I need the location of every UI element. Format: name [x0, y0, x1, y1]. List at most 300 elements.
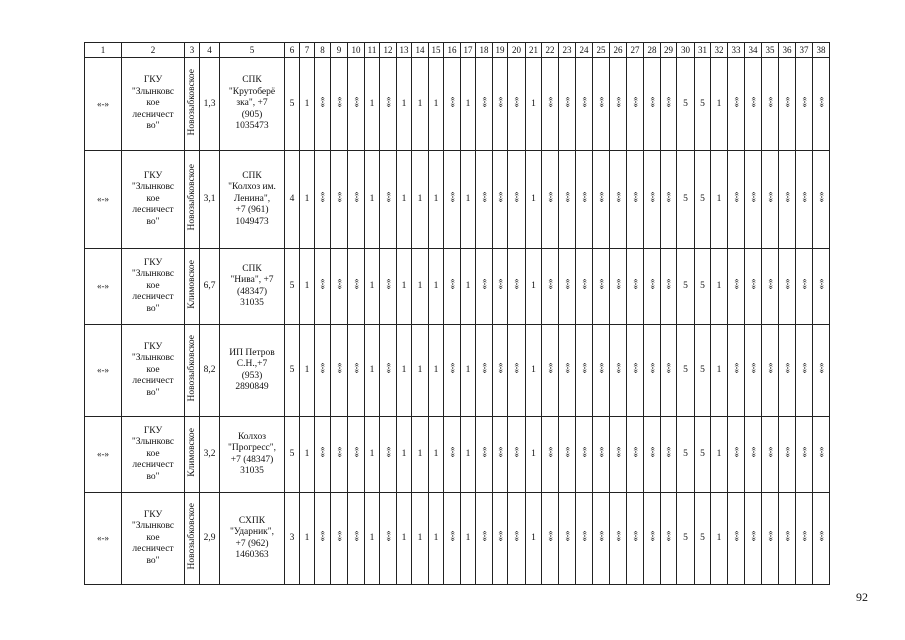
- cell-tenant: [220, 58, 285, 151]
- text-line: СХПК: [238, 515, 266, 526]
- cell-col-31: 5: [695, 249, 711, 325]
- column-header-29: 29: [661, 43, 677, 58]
- cell-col-32: 1: [711, 325, 728, 417]
- dash-mark: «-»: [815, 96, 826, 108]
- dash-mark: «-»: [798, 192, 809, 203]
- cell-col-22: [542, 493, 559, 585]
- cell-col-13: 1: [397, 249, 412, 325]
- cell-col-16: [444, 493, 461, 585]
- column-header-16: 16: [444, 43, 461, 58]
- cell-col-18: [476, 58, 493, 151]
- cell-col-1: «-»: [85, 249, 122, 325]
- cell-col-25: [593, 249, 610, 325]
- text-line: во": [146, 121, 160, 132]
- cell-col-7: 1: [300, 151, 315, 249]
- cell-col-26: [610, 325, 627, 417]
- column-header-28: 28: [644, 43, 661, 58]
- column-header-12: 12: [380, 43, 397, 58]
- dash-mark: «-»: [350, 279, 361, 290]
- text-line: 31035: [240, 465, 264, 476]
- cell-col-30: 5: [677, 249, 695, 325]
- text-line: 2890849: [235, 381, 269, 392]
- cell-col-20: [508, 325, 526, 417]
- cell-col-36: [779, 249, 796, 325]
- cell-col-35: [762, 58, 779, 151]
- cell-district: [185, 249, 200, 325]
- cell-col-33: [728, 58, 745, 151]
- cell-col-6: 5: [285, 249, 300, 325]
- cell-col-30: 5: [677, 417, 695, 493]
- dash-mark: «-»: [382, 531, 393, 542]
- cell-col-28: [644, 325, 661, 417]
- cell-col-13: 1: [397, 151, 412, 249]
- cell-col-23: [559, 493, 576, 585]
- cell-col-13: 1: [397, 417, 412, 493]
- cell-col-26: [610, 151, 627, 249]
- cell-tenant: [220, 249, 285, 325]
- cell-col-16: [444, 417, 461, 493]
- cell-col-13: 1: [397, 58, 412, 151]
- dash-mark: «-»: [629, 192, 640, 203]
- dash-mark: «-»: [595, 447, 606, 458]
- cell-organization: [122, 151, 185, 249]
- cell-col-31: 5: [695, 151, 711, 249]
- dash-mark: «-»: [798, 279, 809, 290]
- cell-col-7: 1: [300, 493, 315, 585]
- cell-col-9: [331, 417, 348, 493]
- cell-col-37: [796, 325, 813, 417]
- cell-col-21: 1: [526, 58, 542, 151]
- cell-col-15: 1: [429, 325, 444, 417]
- dash-mark: «-»: [494, 96, 505, 108]
- dash-mark: «-»: [350, 96, 361, 108]
- cell-col-17: 1: [461, 325, 476, 417]
- cell-col-30: 5: [677, 151, 695, 249]
- cell-col-21: 1: [526, 417, 542, 493]
- text-line: ГКУ: [143, 75, 163, 86]
- column-header-23: 23: [559, 43, 576, 58]
- cell-col-6: 5: [285, 325, 300, 417]
- cell-col-9: [331, 249, 348, 325]
- dash-mark: «-»: [544, 279, 555, 290]
- dash-mark: «-»: [317, 531, 327, 542]
- column-header-26: 26: [610, 43, 627, 58]
- cell-col-9: [331, 493, 348, 585]
- cell-col-11: 1: [365, 325, 380, 417]
- cell-col-18: [476, 249, 493, 325]
- text-line: "Злынковс: [131, 86, 175, 97]
- text-line: 1460363: [235, 549, 269, 560]
- cell-col-28: [644, 249, 661, 325]
- text-line: 1035473: [235, 121, 269, 132]
- dash-mark: «-»: [747, 96, 758, 108]
- cell-col-20: [508, 249, 526, 325]
- cell-col-34: [745, 493, 762, 585]
- cell-col-33: [728, 325, 745, 417]
- cell-area: 1,3: [200, 58, 220, 151]
- cell-district: [185, 417, 200, 493]
- dash-mark: «-»: [561, 363, 572, 374]
- text-line: кое: [146, 364, 160, 375]
- cell-col-1: «-»: [85, 151, 122, 249]
- cell-col-13: 1: [397, 493, 412, 585]
- column-header-24: 24: [576, 43, 593, 58]
- dash-mark: «-»: [663, 531, 673, 542]
- column-header-27: 27: [627, 43, 644, 58]
- dash-mark: «-»: [446, 279, 457, 290]
- cell-col-29: [661, 58, 677, 151]
- cell-col-25: [593, 325, 610, 417]
- cell-col-7: 1: [300, 249, 315, 325]
- cell-col-38: [813, 151, 830, 249]
- cell-col-28: [644, 417, 661, 493]
- cell-organization: [122, 493, 185, 585]
- cell-col-31: 5: [695, 493, 711, 585]
- dash-mark: «-»: [595, 96, 606, 108]
- dash-mark: «-»: [382, 447, 393, 458]
- cell-col-6: 5: [285, 417, 300, 493]
- cell-col-38: [813, 58, 830, 151]
- data-table: [84, 42, 830, 585]
- cell-col-23: [559, 249, 576, 325]
- dash-mark: «-»: [478, 279, 489, 290]
- column-header-9: 9: [331, 43, 348, 58]
- cell-col-36: [779, 151, 796, 249]
- cell-col-14: 1: [412, 325, 429, 417]
- text-line: кое: [146, 193, 160, 204]
- text-line: ГКУ: [143, 257, 163, 268]
- cell-col-36: [779, 58, 796, 151]
- table-row: [85, 417, 830, 493]
- text-line: во": [146, 471, 160, 482]
- cell-col-37: [796, 58, 813, 151]
- dash-mark: «-»: [629, 363, 640, 374]
- cell-col-12: [380, 58, 397, 151]
- column-header-15: 15: [429, 43, 444, 58]
- dash-mark: «-»: [764, 363, 775, 374]
- district-label: Климовское: [186, 260, 197, 309]
- cell-area: 3,2: [200, 417, 220, 493]
- cell-col-16: [444, 325, 461, 417]
- column-header-37: 37: [796, 43, 813, 58]
- dash-mark: «-»: [747, 279, 758, 290]
- dash-mark: «-»: [561, 192, 572, 203]
- dash-mark: «-»: [747, 447, 758, 458]
- cell-col-19: [493, 58, 508, 151]
- cell-col-17: 1: [461, 417, 476, 493]
- dash-mark: «-»: [764, 192, 775, 203]
- cell-col-33: [728, 417, 745, 493]
- column-header-13: 13: [397, 43, 412, 58]
- column-header-11: 11: [365, 43, 380, 58]
- cell-col-38: [813, 417, 830, 493]
- cell-col-21: 1: [526, 325, 542, 417]
- cell-col-25: [593, 58, 610, 151]
- dash-mark: «-»: [663, 447, 673, 458]
- dash-mark: «-»: [747, 192, 758, 203]
- text-line: С.Н.,+7: [236, 359, 268, 370]
- dash-mark: «-»: [350, 192, 361, 203]
- cell-col-18: [476, 417, 493, 493]
- cell-col-14: 1: [412, 493, 429, 585]
- cell-col-23: [559, 417, 576, 493]
- cell-col-37: [796, 151, 813, 249]
- cell-col-31: 5: [695, 417, 711, 493]
- column-header-21: 21: [526, 43, 542, 58]
- cell-col-23: [559, 58, 576, 151]
- cell-col-12: [380, 417, 397, 493]
- cell-col-7: 1: [300, 58, 315, 151]
- column-header-25: 25: [593, 43, 610, 58]
- text-line: ГКУ: [143, 341, 163, 352]
- text-line: ИП Петров: [229, 347, 275, 358]
- dash-mark: «-»: [333, 531, 344, 542]
- cell-organization: [122, 58, 185, 151]
- dash-mark: «-»: [511, 363, 521, 374]
- text-line: "Ударник",: [229, 527, 275, 538]
- cell-col-17: 1: [461, 493, 476, 585]
- cell-col-32: 1: [711, 493, 728, 585]
- cell-col-34: [745, 58, 762, 151]
- cell-col-29: [661, 249, 677, 325]
- text-line: зка", +7: [236, 98, 268, 109]
- table-row: [85, 151, 830, 249]
- cell-col-19: [493, 325, 508, 417]
- column-header-38: 38: [813, 43, 830, 58]
- cell-col-20: [508, 151, 526, 249]
- text-line: СПК: [242, 170, 262, 181]
- cell-col-10: [348, 151, 365, 249]
- cell-area: 3,1: [200, 151, 220, 249]
- dash-mark: «-»: [781, 192, 792, 203]
- dash-mark: «-»: [317, 447, 327, 458]
- cell-col-9: [331, 151, 348, 249]
- dash-mark: «-»: [561, 531, 572, 542]
- column-number-row: [85, 43, 830, 58]
- text-line: +7 (48347): [230, 454, 274, 465]
- dash-mark: «-»: [511, 531, 521, 542]
- dash-mark: «-»: [815, 447, 826, 458]
- text-line: ГКУ: [143, 509, 163, 520]
- cell-organization: [122, 417, 185, 493]
- dash-mark: «-»: [333, 363, 344, 374]
- dash-mark: «-»: [815, 279, 826, 290]
- text-line: лесничест: [132, 460, 174, 471]
- text-line: "Злынковс: [131, 182, 175, 193]
- dash-mark: «-»: [544, 192, 555, 203]
- dash-mark: «-»: [815, 531, 826, 542]
- cell-col-24: [576, 493, 593, 585]
- text-line: "Нива", +7: [230, 275, 274, 286]
- dash-mark: «-»: [317, 363, 327, 374]
- dash-mark: «-»: [350, 363, 361, 374]
- cell-col-34: [745, 151, 762, 249]
- cell-col-11: 1: [365, 417, 380, 493]
- cell-col-29: [661, 151, 677, 249]
- cell-col-6: 5: [285, 58, 300, 151]
- cell-col-1: «-»: [85, 325, 122, 417]
- text-line: Колхоз: [237, 431, 267, 442]
- cell-col-18: [476, 151, 493, 249]
- cell-col-11: 1: [365, 249, 380, 325]
- cell-col-14: 1: [412, 417, 429, 493]
- dash-mark: «-»: [511, 447, 521, 458]
- dash-mark: «-»: [595, 279, 606, 290]
- dash-mark: «-»: [382, 192, 393, 203]
- column-header-35: 35: [762, 43, 779, 58]
- column-header-32: 32: [711, 43, 728, 58]
- cell-col-32: 1: [711, 58, 728, 151]
- cell-col-28: [644, 493, 661, 585]
- dash-mark: «-»: [446, 363, 457, 374]
- dash-mark: «-»: [730, 96, 741, 108]
- cell-col-29: [661, 493, 677, 585]
- cell-col-30: 5: [677, 58, 695, 151]
- cell-col-27: [627, 249, 644, 325]
- text-line: "Злынковс: [131, 353, 175, 364]
- table-row: [85, 493, 830, 585]
- column-header-7: 7: [300, 43, 315, 58]
- cell-col-9: [331, 58, 348, 151]
- text-line: лесничест: [132, 544, 174, 555]
- text-line: во": [146, 387, 160, 398]
- dash-mark: «-»: [544, 531, 555, 542]
- cell-organization: [122, 249, 185, 325]
- dash-mark: «-»: [612, 363, 623, 374]
- page-number: 92: [856, 590, 868, 604]
- cell-col-24: [576, 325, 593, 417]
- text-line: кое: [146, 448, 160, 459]
- dash-mark: «-»: [544, 363, 555, 374]
- dash-mark: «-»: [494, 531, 505, 542]
- dash-mark: «-»: [612, 531, 623, 542]
- dash-mark: «-»: [333, 447, 344, 458]
- text-line: "Прогресс",: [227, 443, 277, 454]
- dash-mark: «-»: [798, 363, 809, 374]
- cell-col-28: [644, 58, 661, 151]
- cell-col-6: 4: [285, 151, 300, 249]
- dash-mark: «-»: [494, 447, 505, 458]
- dash-mark: «-»: [511, 96, 521, 108]
- text-line: лесничест: [132, 292, 174, 303]
- cell-area: 8,2: [200, 325, 220, 417]
- cell-col-15: 1: [429, 249, 444, 325]
- cell-col-18: [476, 325, 493, 417]
- cell-col-28: [644, 151, 661, 249]
- cell-col-33: [728, 249, 745, 325]
- dash-mark: «-»: [494, 363, 505, 374]
- cell-col-30: 5: [677, 493, 695, 585]
- dash-mark: «-»: [578, 192, 589, 203]
- cell-col-26: [610, 58, 627, 151]
- dash-mark: «-»: [478, 447, 489, 458]
- cell-col-14: 1: [412, 249, 429, 325]
- cell-col-29: [661, 417, 677, 493]
- cell-col-24: [576, 249, 593, 325]
- dash-mark: «-»: [350, 447, 361, 458]
- dash-mark: «-»: [511, 279, 521, 290]
- cell-col-27: [627, 493, 644, 585]
- column-header-31: 31: [695, 43, 711, 58]
- dash-mark: «-»: [350, 531, 361, 542]
- column-header-17: 17: [461, 43, 476, 58]
- cell-col-21: 1: [526, 151, 542, 249]
- text-line: ГКУ: [143, 425, 163, 436]
- cell-col-12: [380, 249, 397, 325]
- dash-mark: «-»: [612, 192, 623, 203]
- cell-col-9: [331, 325, 348, 417]
- text-line: кое: [146, 280, 160, 291]
- dash-mark: «-»: [494, 192, 505, 203]
- cell-col-8: [315, 58, 331, 151]
- column-header-1: 1: [85, 43, 122, 58]
- cell-col-11: 1: [365, 151, 380, 249]
- dash-mark: «-»: [629, 447, 640, 458]
- text-line: СПК: [242, 263, 262, 274]
- cell-col-20: [508, 493, 526, 585]
- dash-mark: «-»: [382, 279, 393, 290]
- dash-mark: «-»: [595, 363, 606, 374]
- dash-mark: «-»: [595, 192, 606, 203]
- cell-col-24: [576, 417, 593, 493]
- cell-col-34: [745, 417, 762, 493]
- cell-col-22: [542, 325, 559, 417]
- cell-col-20: [508, 58, 526, 151]
- text-line: во": [146, 555, 160, 566]
- dash-mark: «-»: [663, 363, 673, 374]
- cell-col-12: [380, 325, 397, 417]
- dash-mark: «-»: [764, 447, 775, 458]
- column-header-19: 19: [493, 43, 508, 58]
- text-line: (953): [241, 370, 263, 381]
- dash-mark: «-»: [798, 531, 809, 542]
- text-line: 31035: [240, 297, 264, 308]
- text-line: (48347): [236, 286, 268, 297]
- dash-mark: «-»: [781, 363, 792, 374]
- cell-col-35: [762, 249, 779, 325]
- cell-col-17: 1: [461, 151, 476, 249]
- cell-tenant: [220, 417, 285, 493]
- cell-col-15: 1: [429, 493, 444, 585]
- cell-col-26: [610, 493, 627, 585]
- cell-col-27: [627, 417, 644, 493]
- cell-col-38: [813, 325, 830, 417]
- cell-col-35: [762, 151, 779, 249]
- cell-col-36: [779, 325, 796, 417]
- district-label: Новозыбковское: [186, 335, 197, 402]
- dash-mark: «-»: [544, 447, 555, 458]
- cell-col-31: 5: [695, 325, 711, 417]
- cell-col-19: [493, 249, 508, 325]
- text-line: "Злынковс: [131, 437, 175, 448]
- cell-district: [185, 325, 200, 417]
- cell-col-26: [610, 417, 627, 493]
- dash-mark: «-»: [478, 531, 489, 542]
- cell-col-22: [542, 417, 559, 493]
- table-row: [85, 249, 830, 325]
- text-line: +7 (961): [235, 205, 269, 216]
- cell-col-14: 1: [412, 151, 429, 249]
- dash-mark: «-»: [646, 96, 657, 108]
- text-line: "Злынковс: [131, 269, 175, 280]
- cell-col-12: [380, 493, 397, 585]
- cell-col-17: 1: [461, 58, 476, 151]
- text-line: лесничест: [132, 109, 174, 120]
- dash-mark: «-»: [747, 531, 758, 542]
- dash-mark: «-»: [382, 96, 393, 108]
- cell-col-20: [508, 417, 526, 493]
- cell-col-19: [493, 417, 508, 493]
